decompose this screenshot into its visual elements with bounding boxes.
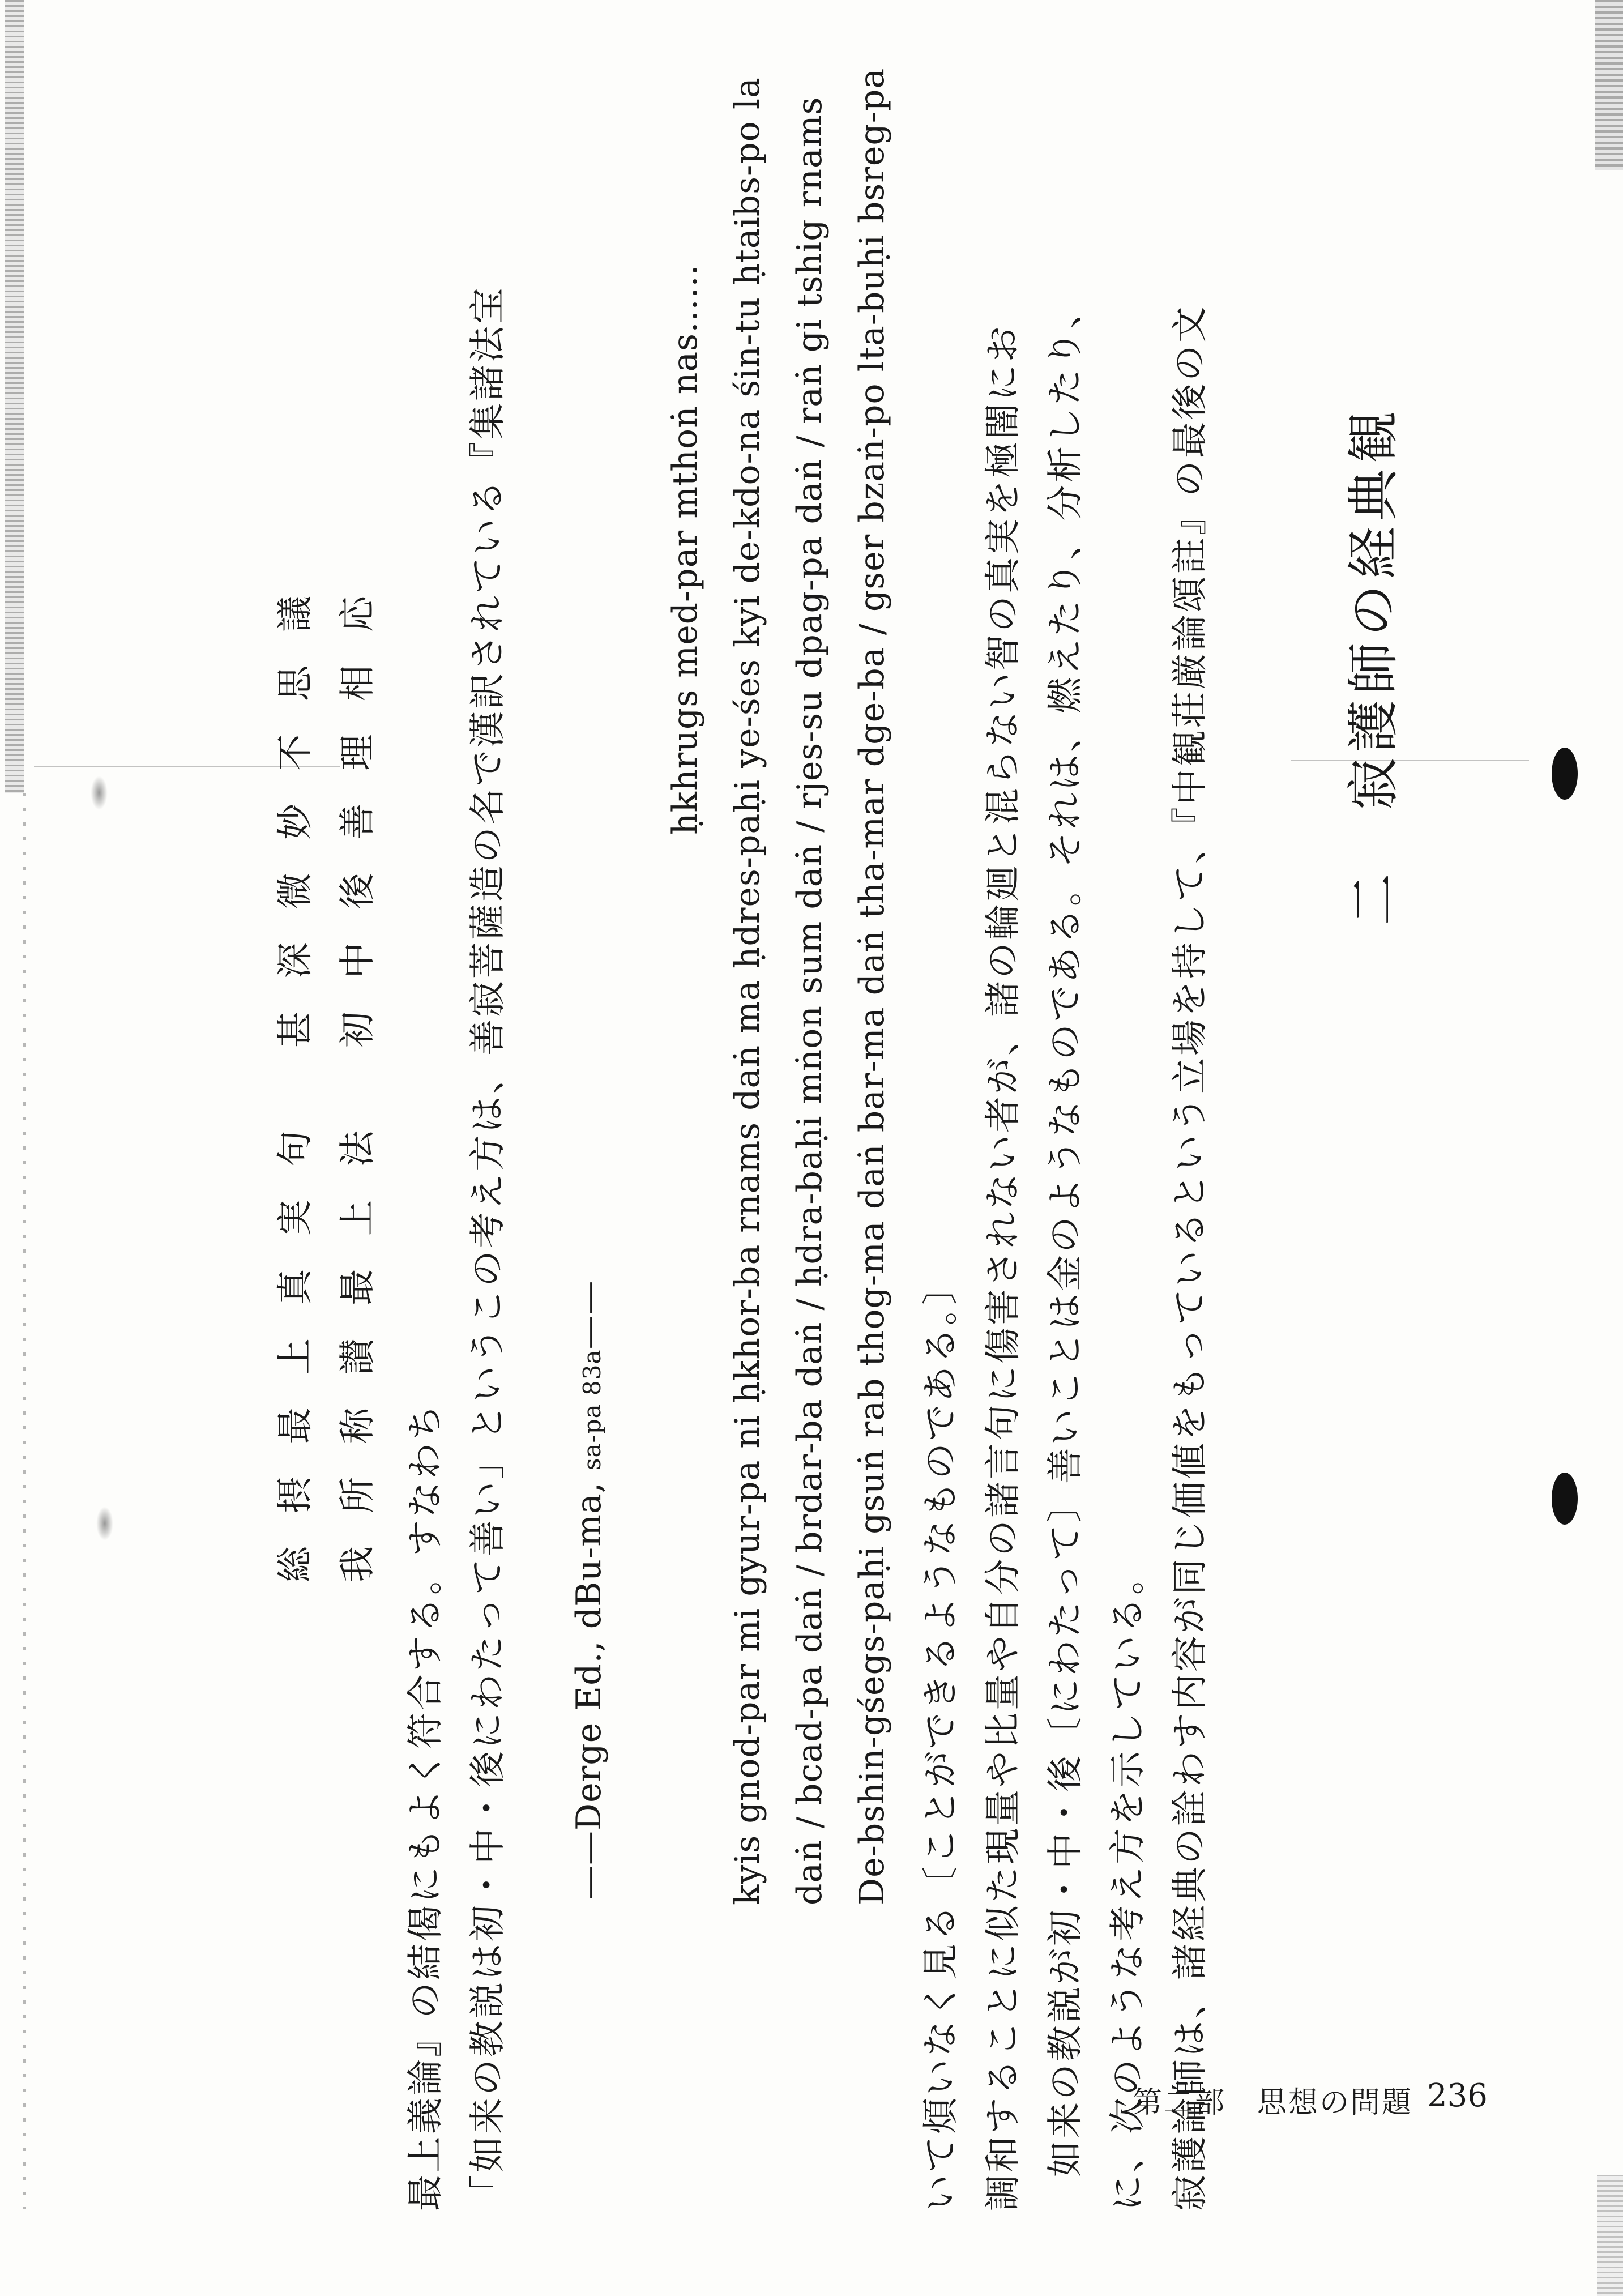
paragraph-line: 「如来の教説は初・中・後にわたって善い」というこの考え方は、善寂菩薩造の名で漢訳されている『集諸法宝 — [467, 285, 509, 2211]
paragraph-line: 寂護論師は、諸経典の詮わす内容が同じ価値をもっているという立場を持して、『中観荘厳論頌註』の最後の文 — [1169, 304, 1211, 2211]
tibetan-line: kyis gnod-par mi gyur-pa ni ḥkhor-ba rnams daṅ ma ḥdres-paḥi ye-śes kyi de-kdo-na śin-tu ḥtaibs-po la — [728, 77, 767, 1905]
running-head: 第二部 思想の問題 — [1133, 2086, 1413, 2120]
citation-main: ——Derge Ed., dBu-ma, — [569, 1470, 609, 1900]
citation — [569, 1280, 609, 1900]
paragraph-line: 如来の教説が初・中・後〔にわたって〕善いことは金のようなものである。それは、燃えたり、分析したり、 — [1045, 290, 1087, 2177]
verse-line: 総 摂 最 上 真 実 句 甚 深 微 妙 不 思 議 — [275, 592, 317, 1582]
section-title: 二 寂護師の経典観 — [1343, 405, 1404, 925]
tibetan-line: De-bshin-gśegs-paḥi gsuṅ rab thog-ma daṅ bar-ma daṅ tha-mar dge-ba / gser bzaṅ-po lta-buḥi bsreg-pa — [852, 67, 892, 1905]
paragraph-line: 調和することに似た現量や比量や自分の諸言句に傷害されない者が、諸の輪廻と混らない智の真実を極闇にお — [983, 324, 1024, 2211]
paragraph-line: に、次のような考え方を示している。 — [1107, 1556, 1149, 2211]
verse-line: 我 所 称 讃 最 上 法 初 中 後 善 理 相 応 — [337, 592, 379, 1582]
paragraph-line: 最上義論』の結偈にもよく符合する。すなわち — [405, 1402, 447, 2211]
tibetan-line: ḥkhrugs med-par mthoṅ nas…… — [665, 264, 705, 835]
paragraph-line: いて煩いなく見る〔ことができるようなものである。〕 — [920, 1266, 962, 2211]
citation-end: —— — [569, 1280, 609, 1350]
page-footer — [1133, 2079, 1495, 2124]
page-number: 236 — [1427, 2077, 1488, 2114]
citation-folio: sa-pa 83a — [578, 1349, 606, 1471]
tibetan-line: daṅ / bcad-pa daṅ / brdar-ba daṅ / ḥdra-baḥi mṅon sum daṅ / rjes-su dpag-pa daṅ / raṅ gi tshig rnams — [790, 96, 830, 1905]
